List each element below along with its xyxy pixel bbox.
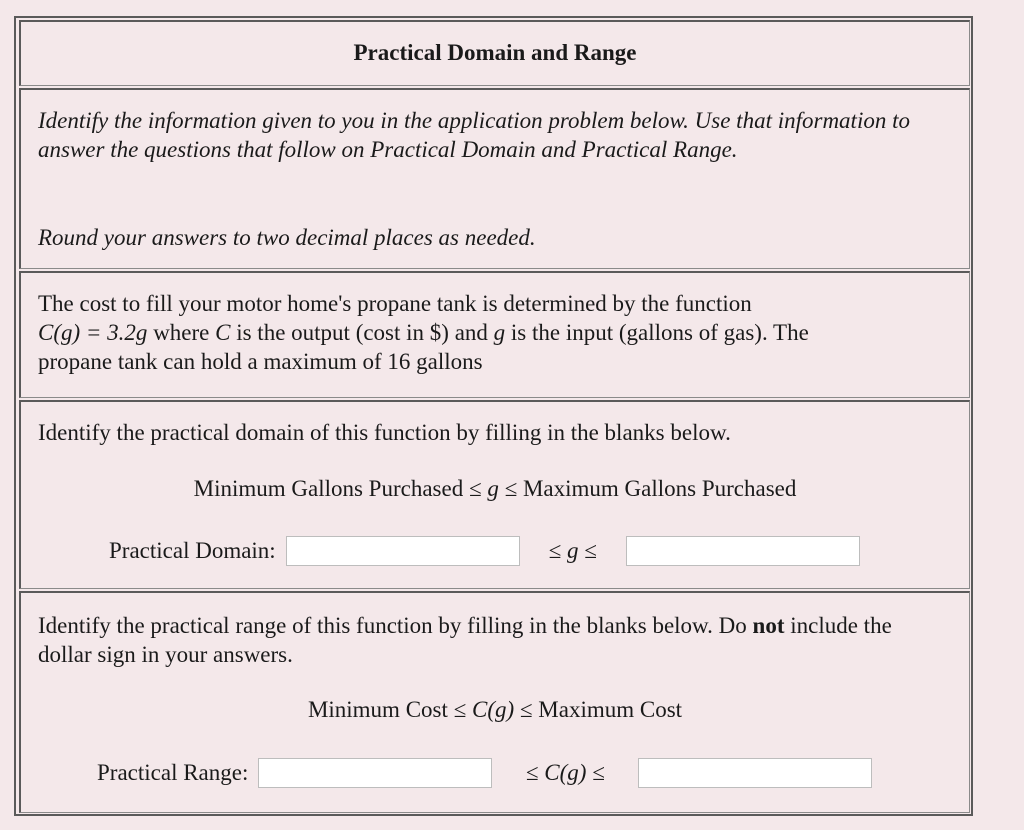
range-inequality: ≤ C(g) ≤ xyxy=(525,760,605,785)
range-format-max-label: Maximum Cost xyxy=(538,697,683,722)
instructions-text: Identify the information given to you in the application problem below. Use that information to answer the questions that follow on Practical Domain and Practical Range. xyxy=(38,108,910,162)
instructions-panel xyxy=(19,88,970,269)
problem-line-1: The cost to fill your motor home's propane tank is determined by the function xyxy=(38,291,752,316)
problem-panel xyxy=(19,271,970,398)
problem-text-where: where xyxy=(147,320,216,345)
domain-min-input[interactable] xyxy=(286,536,520,566)
domain-answer-row xyxy=(109,536,860,566)
problem-statement xyxy=(38,289,939,376)
domain-max-input[interactable] xyxy=(626,536,860,566)
input-variable: g xyxy=(493,320,506,345)
problem-line-3: propane tank can hold a maximum of 16 gallons xyxy=(38,349,483,374)
range-panel xyxy=(19,591,970,813)
domain-format-min-label: Minimum Gallons Purchased xyxy=(193,476,464,501)
output-variable: C xyxy=(215,320,231,345)
domain-inequality: ≤ g ≤ xyxy=(548,538,597,563)
page-title: Practical Domain and Range xyxy=(353,40,637,65)
range-format xyxy=(21,697,969,723)
range-label: Practical Range: xyxy=(97,760,249,785)
range-format-inequality: ≤ C(g) ≤ xyxy=(447,697,539,722)
title-panel xyxy=(19,20,970,86)
domain-panel xyxy=(19,400,970,589)
domain-format-max-label: Maximum Gallons Purchased xyxy=(522,476,797,501)
cost-function: C(g) = 3.2g xyxy=(38,320,148,345)
range-format-min-label: Minimum Cost xyxy=(307,697,448,722)
rounding-note: Round your answers to two decimal places as needed. xyxy=(38,225,536,250)
range-max-input[interactable] xyxy=(638,758,872,788)
range-prompt-text-a: Identify the practical range of this function by filling in the blanks below. Do xyxy=(38,613,753,638)
domain-prompt: Identify the practical domain of this function by filling in the blanks below. xyxy=(38,420,731,445)
range-answer-row xyxy=(97,758,872,788)
domain-format-inequality: ≤ g ≤ xyxy=(463,476,523,501)
range-prompt-text-b: include the dollar sign in your answers. xyxy=(38,613,892,667)
domain-label: Practical Domain: xyxy=(109,538,276,563)
problem-text-output: is the output (cost in $) and xyxy=(230,320,494,345)
range-prompt xyxy=(38,611,939,669)
range-prompt-emphasis: not xyxy=(752,613,785,638)
range-min-input[interactable] xyxy=(258,758,492,788)
domain-format xyxy=(21,476,969,502)
problem-text-input: is the input (gallons of gas). The xyxy=(505,320,809,345)
